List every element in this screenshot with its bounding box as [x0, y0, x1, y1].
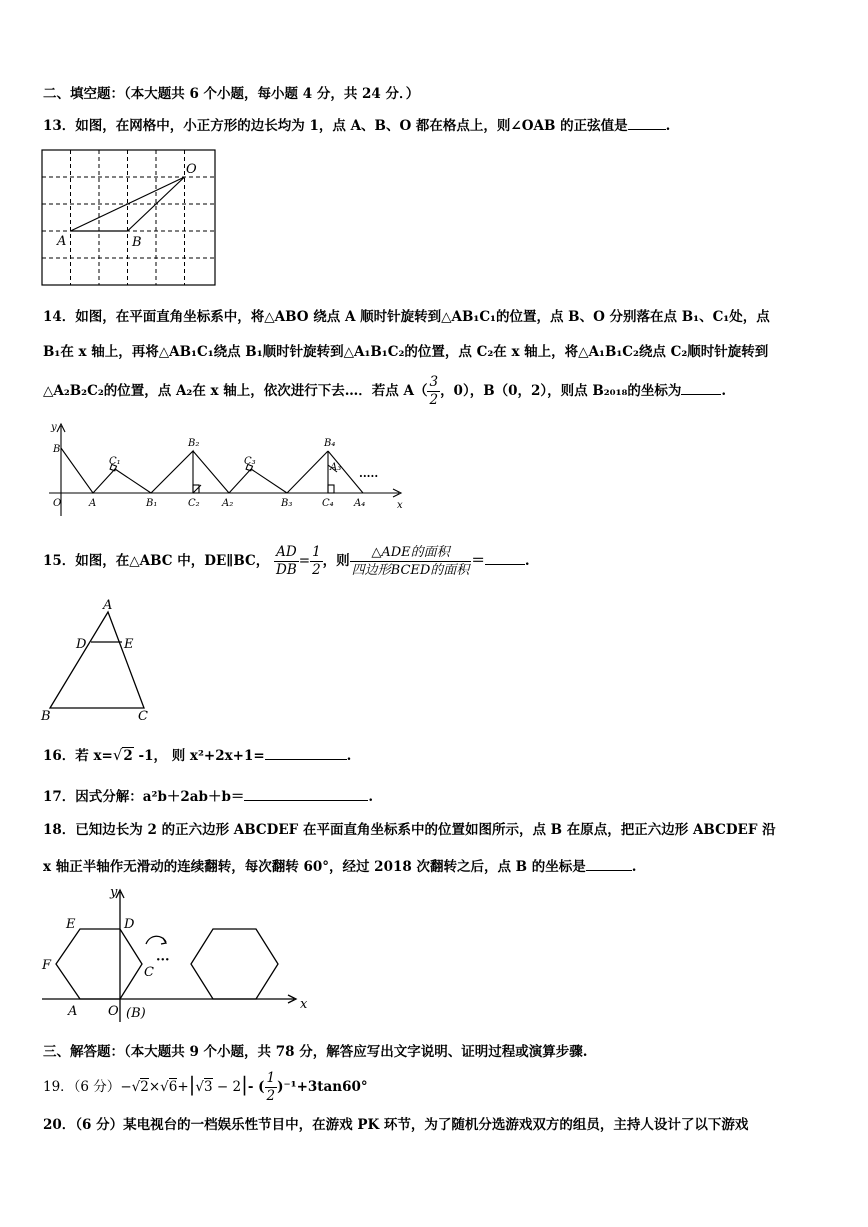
q19-sqrt2: 2: [140, 1079, 149, 1095]
q16-answer-blank[interactable]: [265, 745, 347, 760]
label-b: B: [53, 444, 61, 455]
label-a: A: [57, 234, 67, 249]
label-a4: A₄: [354, 498, 366, 509]
label-c: C: [138, 709, 148, 724]
q18-hexagon-figure: [38, 884, 314, 1024]
section-2-heading: 二、填空题：（本大题共 6 个小题，每小题 4 分，共 24 分．）: [43, 86, 420, 102]
question-16: [43, 745, 351, 766]
q15-frac-area: $\frac{\text{△ADE的面积}}{\text{四边形BCED的面积}}$: [351, 545, 470, 578]
hexagon-rolled: [191, 929, 278, 999]
q17-end: .: [368, 789, 374, 805]
q14-answer-blank[interactable]: [681, 380, 721, 395]
label-x: x: [397, 500, 403, 511]
q16-radicand: 2: [123, 748, 133, 764]
q18-answer-blank[interactable]: [586, 856, 632, 871]
label-a: A: [68, 1004, 78, 1019]
label-c: C: [144, 965, 154, 980]
label-c4: C₄: [322, 498, 334, 509]
label-f: F: [42, 958, 52, 973]
question-15: 15．如图，在△ABC 中，DE∥BC， $\frac{AD}{DB}$ = $\frac{1}{2}$ ，则 $\frac{\text{△ADE的面积}}{\text{四边形BCED的面积}}$ ＝ .: [43, 544, 530, 578]
label-b: B: [132, 235, 142, 250]
q19-prefix: 19．（6 分）: [43, 1079, 121, 1095]
question-13: [43, 115, 670, 136]
label-c2: C₂: [188, 498, 200, 509]
q16-end: .: [346, 748, 352, 764]
q13-grid-figure: [41, 149, 217, 287]
q15-text-a: 15．如图，在△ABC 中，DE∥BC，: [43, 553, 270, 569]
label-o: O: [186, 162, 197, 177]
label-e: E: [124, 637, 134, 652]
q19-tail: )⁻¹+3tan60°: [277, 1079, 368, 1095]
question-14-line-3: [43, 372, 726, 410]
q15-frac-ad-db: $\frac{AD}{DB}$: [276, 544, 297, 578]
q14-rotation-figure: [41, 420, 421, 520]
label-o: O: [53, 498, 62, 509]
question-14-line-2: B₁在 x 轴上，再将△AB₁C₁绕点 B₁顺时针旋转到△A₁B₁C₂的位置，点 C₂在 x 轴上，将△A₁B₁C₂绕点 C₂顺时针旋转到: [43, 344, 769, 360]
ellipsis: ···: [156, 953, 170, 968]
label-d: D: [76, 637, 87, 652]
question-19: 19．（6 分）−√2×√6+|√3 − 2|- ( $\frac{1}{2}$ )⁻¹+3tan60°: [43, 1070, 368, 1104]
label-d: D: [124, 917, 135, 932]
q14-frac-den: 2: [429, 392, 439, 408]
question-20: 20．（6 分）某电视台的一档娱乐性节目中，在游戏 PK 环节，为了随机分选游戏双方的组员，主持人设计了以下游戏: [43, 1117, 749, 1133]
q16-text: 16．若 x=: [43, 748, 113, 764]
q19-sqrt3: 3: [204, 1079, 213, 1095]
label-a3: A₃: [330, 462, 342, 473]
q14-text-a: △A₂B₂C₂的位置，点 A₂在 x 轴上，依次进行下去…．若点 A（: [43, 383, 428, 399]
q16-rest: -1， 则 x²+2x+1=: [133, 748, 265, 764]
label-b: (B): [126, 1006, 146, 1021]
q15-end: .: [524, 553, 530, 569]
label-y: y: [51, 422, 57, 433]
q14-frac-num: 3: [429, 374, 439, 390]
q19-frac-half: $\frac{1}{2}$: [266, 1070, 276, 1104]
q19-sqrt6: 6: [168, 1079, 178, 1095]
q13-end: .: [665, 118, 671, 134]
label-o: O: [108, 1004, 119, 1019]
question-14-line-1: 14．如图，在平面直角坐标系中，将△ABO 绕点 A 顺时针旋转到△AB₁C₁的位置，点 B、O 分别落在点 B₁、C₁处，点: [43, 309, 770, 325]
label-a: A: [103, 598, 113, 613]
label-a2: A₂: [222, 498, 234, 509]
q15-text-b: ，则: [322, 553, 350, 569]
q17-answer-blank[interactable]: [244, 786, 368, 801]
label-x: x: [300, 997, 308, 1012]
label-b1: B₁: [146, 498, 158, 509]
label-b3: B₃: [281, 498, 293, 509]
q18-text: x 轴正半轴作无滑动的连续翻转，每次翻转 60°，经过 2018 次翻转之后，点 B 的坐标是: [43, 859, 586, 875]
label-c3: C₃: [244, 456, 256, 467]
q14-end: .: [721, 383, 727, 399]
q19-mid: - (: [247, 1079, 265, 1095]
rotation-arrow: [146, 936, 166, 944]
q13-answer-blank[interactable]: [628, 115, 666, 130]
q14-fraction: [427, 374, 440, 409]
radical-sign: √: [112, 746, 123, 764]
question-17: [43, 786, 373, 807]
q15-triangle-figure: [38, 598, 156, 724]
q15-answer-blank[interactable]: [485, 550, 525, 565]
triangle-abc: [50, 612, 144, 708]
q14-text-b: ，0），B（0，2），则点 B₂₀₁₈的坐标为: [440, 383, 682, 399]
label-b: B: [41, 709, 51, 724]
question-18-line-2: [43, 856, 636, 877]
hexagon-abcdef: [56, 929, 142, 999]
q18-end: .: [631, 859, 637, 875]
label-b2: B₂: [188, 438, 200, 449]
label-y: y: [110, 885, 118, 900]
question-18-line-1: 18．已知边长为 2 的正六边形 ABCDEF 在平面直角坐标系中的位置如图所示，点 B 在原点，把正六边形 ABCDEF 沿: [43, 822, 776, 838]
label-e: E: [66, 917, 76, 932]
q13-text: 13．如图，在网格中，小正方形的边长均为 1，点 A、B、O 都在格点上，则∠OAB 的正弦值是: [43, 118, 628, 134]
q15-text-c: ＝: [471, 553, 485, 569]
section-3-heading: 三、解答题：（本大题共 9 个小题，共 78 分，解答应写出文字说明、证明过程或演算步骤.: [43, 1044, 588, 1060]
label-b4: B₄: [324, 438, 336, 449]
rotation-path: [61, 448, 229, 493]
label-a: A: [89, 498, 97, 509]
ellipsis: ·····: [359, 470, 379, 483]
label-c1: C₁: [109, 456, 121, 467]
q17-text: 17．因式分解：a²b＋2ab＋b＝: [43, 789, 245, 805]
q15-frac-half: $\frac{1}{2}$: [312, 544, 321, 578]
